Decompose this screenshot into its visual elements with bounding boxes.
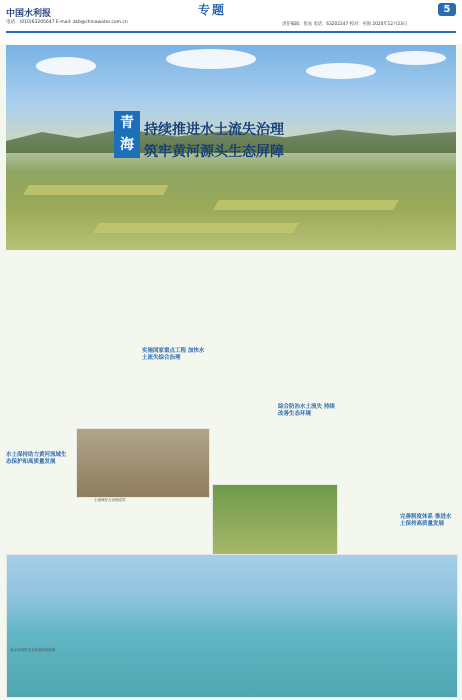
article-body: [6, 252, 456, 696]
section-title: 专题: [198, 3, 227, 17]
region-tag: [114, 111, 140, 158]
subheading-4: 完善制度体系 推进水土保持高质量发展: [400, 514, 452, 527]
terrace-field: [23, 185, 169, 195]
text-column: [210, 252, 274, 482]
headline-line2: 筑牢黄河源头生态屏障: [144, 144, 284, 160]
field-work-photo: [76, 428, 210, 498]
subheading-2: 实施国家重点工程 加快水土流失综合治理: [142, 348, 205, 361]
text-column: [340, 252, 396, 572]
text-column: [142, 374, 206, 426]
cloud-shape: [166, 49, 256, 69]
lake-photo: [6, 554, 458, 698]
editor-meta: 责任编辑：张易 电话：63202247 校对：巫海 2020年12月23日: [282, 22, 408, 27]
cloud-shape: [36, 57, 96, 75]
newspaper-brand: 中国水利报: [6, 9, 52, 19]
header-rule: [6, 31, 456, 33]
cloud-shape: [386, 51, 446, 65]
river-terrace-photo: [212, 484, 338, 556]
text-column: [278, 430, 336, 490]
page-number: 5: [438, 3, 456, 16]
photo-caption-1: 小流域综合治理成效: [94, 498, 126, 502]
text-column: [142, 252, 206, 346]
text-column: [6, 252, 70, 452]
photo-caption-2: 湟水河两岸生态环境持续改善: [10, 648, 56, 652]
text-column: [400, 252, 456, 432]
lake-water: [7, 555, 457, 697]
subheading-1: 水土保持助力黄河流域生态保护和高质量发展: [6, 452, 67, 465]
terrace-field: [93, 223, 299, 233]
contact-line: 电话：(010)63205647 E-mail: zkb@chinawater.com.cn: [6, 20, 128, 25]
masthead: [0, 0, 462, 44]
region-tag-char: 青: [120, 115, 134, 131]
terrace-field: [213, 200, 399, 210]
subheading-3: 综合防治水土流失 持续改善生态环境: [278, 404, 335, 417]
headline-line1: 持续推进水土流失治理: [144, 122, 284, 138]
text-column: [278, 252, 336, 402]
cloud-shape: [306, 63, 376, 79]
hero-image: [6, 45, 456, 250]
region-tag-char: 海: [120, 137, 134, 153]
